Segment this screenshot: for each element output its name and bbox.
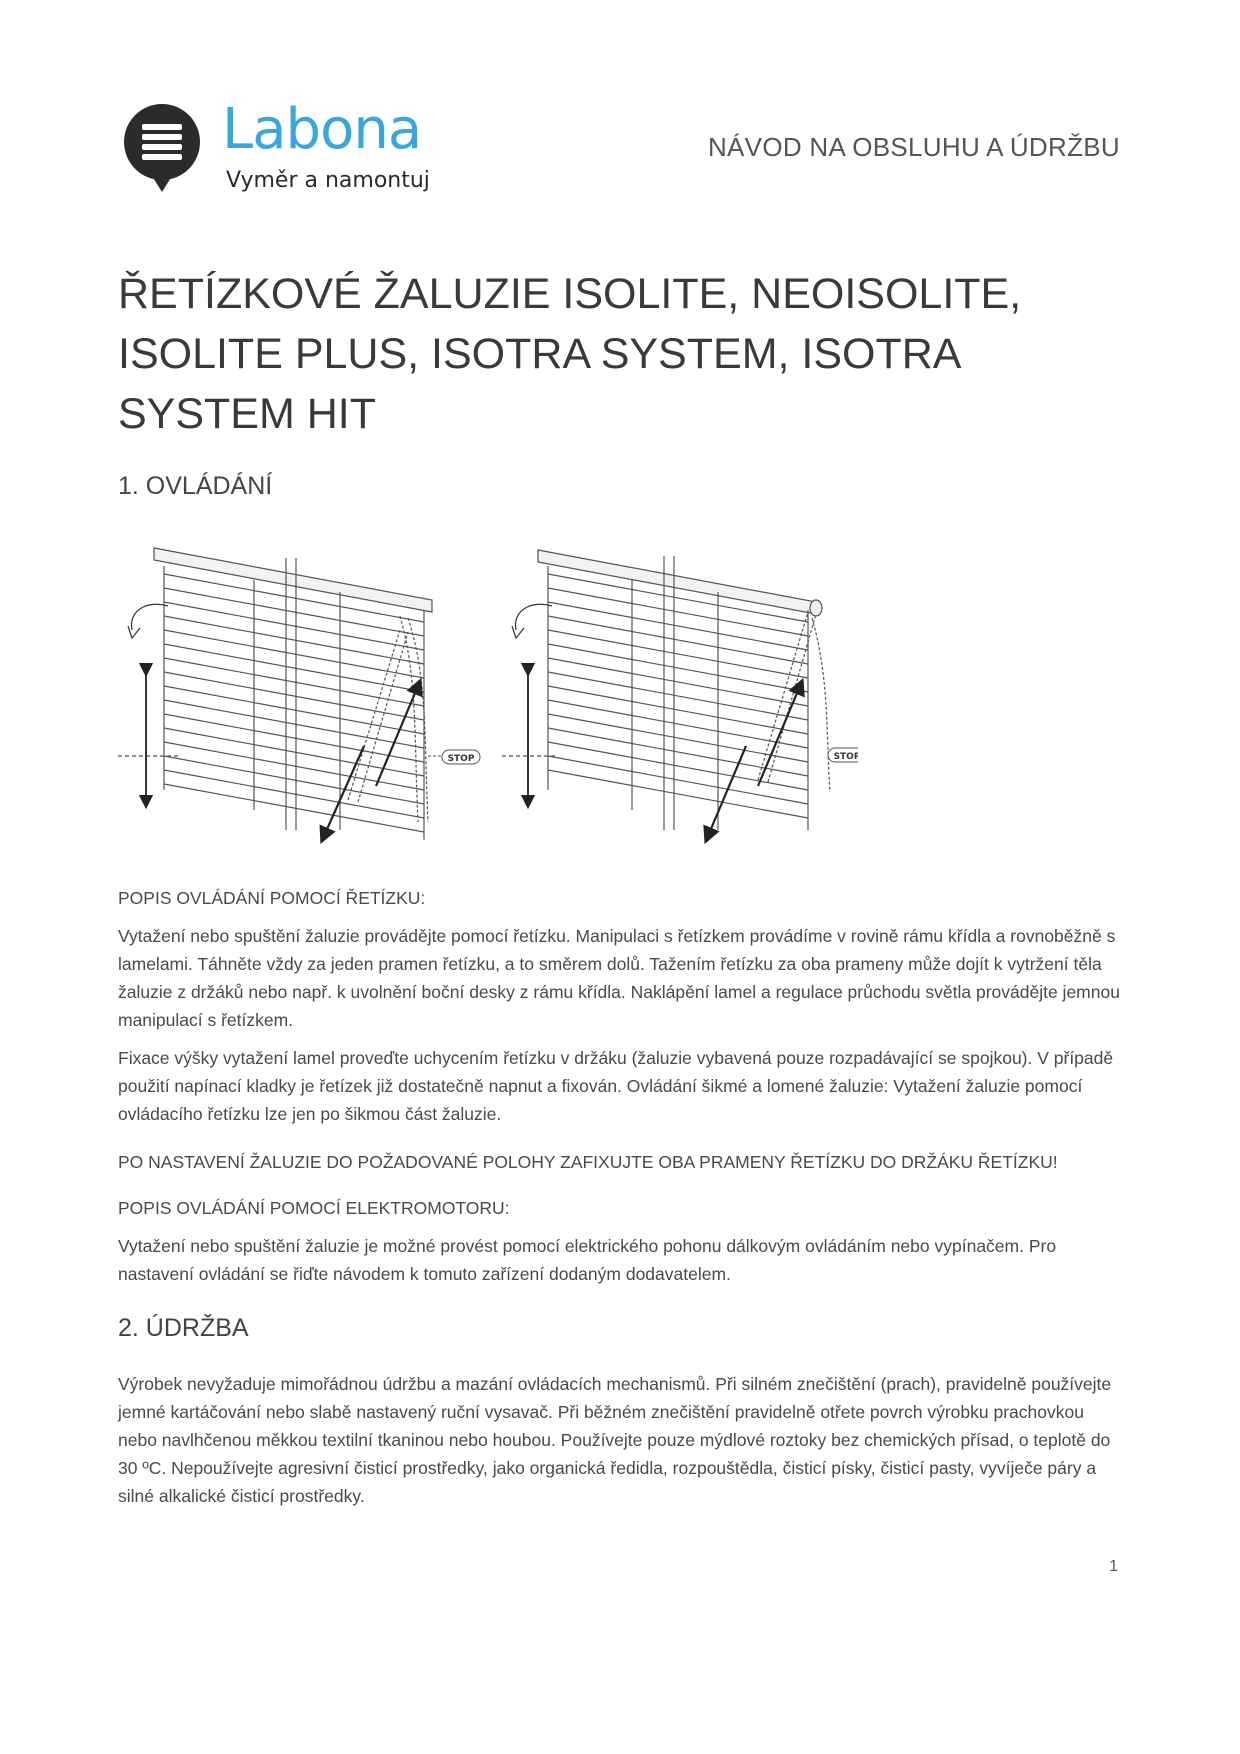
chain-operation-heading: POPIS OVLÁDÁNÍ POMOCÍ ŘETÍZKU: <box>118 888 426 908</box>
maintenance-paragraph: Výrobek nevyžaduje mimořádnou údržbu a mazání ovládacích mechanismů. Při silném znečištění (prach), pravidelně používejte jemné kartáčování nebo slabě nastavený ruční vysavač. Při běžném znečištění pravidelně otřete povrch výrobku prachovkou nebo navlhčenou měkkou textilní tkaninou nebo houbou. Používejte pouze mýdlové roztoky bez chemických přísad, o teplotě do 30 ºC. Nepoužívejte agresivní čisticí prostředky, jako organická ředidla, rozpouštědla, čisticí písky, čisticí pasty, vyvíječe páry a silné alkalické čisticí prostředky. <box>118 1374 1112 1506</box>
blinds-logo-icon <box>122 100 212 200</box>
blinds-illustrations <box>118 540 858 850</box>
document-title: ŘETÍZKOVÉ ŽALUZIE ISOLITE, NEOISOLITE, ISOLITE PLUS, ISOTRA SYSTEM, ISOTRA SYSTEM HIT <box>118 270 1022 438</box>
brand-logo <box>122 97 442 200</box>
section-heading-operation: 1. OVLÁDÁNÍ <box>118 472 273 500</box>
header-title: NÁVOD NA OBSLUHU A ÚDRŽBU <box>707 132 1120 162</box>
stop-label-right: STOP <box>833 752 858 762</box>
brand-name: Labona <box>222 97 422 162</box>
page-number: 1 <box>1109 1558 1118 1575</box>
section-heading-maintenance: 2. ÚDRŽBA <box>118 1314 249 1342</box>
chain-operation-paragraph-2: Fixace výšky vytažení lamel proveďte uchycením řetízku v držáku (žaluzie vybavená pouze rozpadávající se spojkou). V případě použití napínací kladky je řetízek již dostatečně napnut a fixován. Ovládání šikmé a lomené žaluzie: Vytažení žaluzie pomocí ovládacího řetízku lze jen po šikmou část žaluzie. <box>118 1048 1114 1124</box>
blinds-diagram <box>118 540 858 850</box>
fixation-warning: PO NASTAVENÍ ŽALUZIE DO POŽADOVANÉ POLOHY ZAFIXUJTE OBA PRAMENY ŘETÍZKU DO DRŽÁKU ŘETÍZKU! <box>118 1152 1058 1172</box>
motor-operation-heading: POPIS OVLÁDÁNÍ POMOCÍ ELEKTROMOTORU: <box>118 1198 510 1218</box>
chain-operation-paragraph-1: Vytažení nebo spuštění žaluzie provádějte pomocí řetízku. Manipulaci s řetízkem provádíme v rovině rámu křídla a rovnoběžně s lamelami. Táhněte vždy za jeden pramen řetízku, a to směrem dolů. Tažením řetízku za oba prameny může dojít k vytržení těla žaluzie z držáků nebo např. k uvolnění boční desky z rámu křídla. Naklápění lamel a regulace průchodu světla provádějte jemnou manipulací s řetízkem. <box>118 926 1120 1030</box>
blind-right <box>502 550 830 830</box>
motor-operation-paragraph: Vytažení nebo spuštění žaluzie je možné provést pomocí elektrického pohonu dálkovým ovládáním nebo vypínačem. Pro nastavení ovládání se řiďte návodem k tomuto zařízení dodaným dodavatelem. <box>118 1236 1057 1284</box>
brand-tagline: Vyměr a namontuj <box>226 168 430 193</box>
stop-label-left: STOP <box>447 754 475 764</box>
blind-left <box>118 548 432 840</box>
